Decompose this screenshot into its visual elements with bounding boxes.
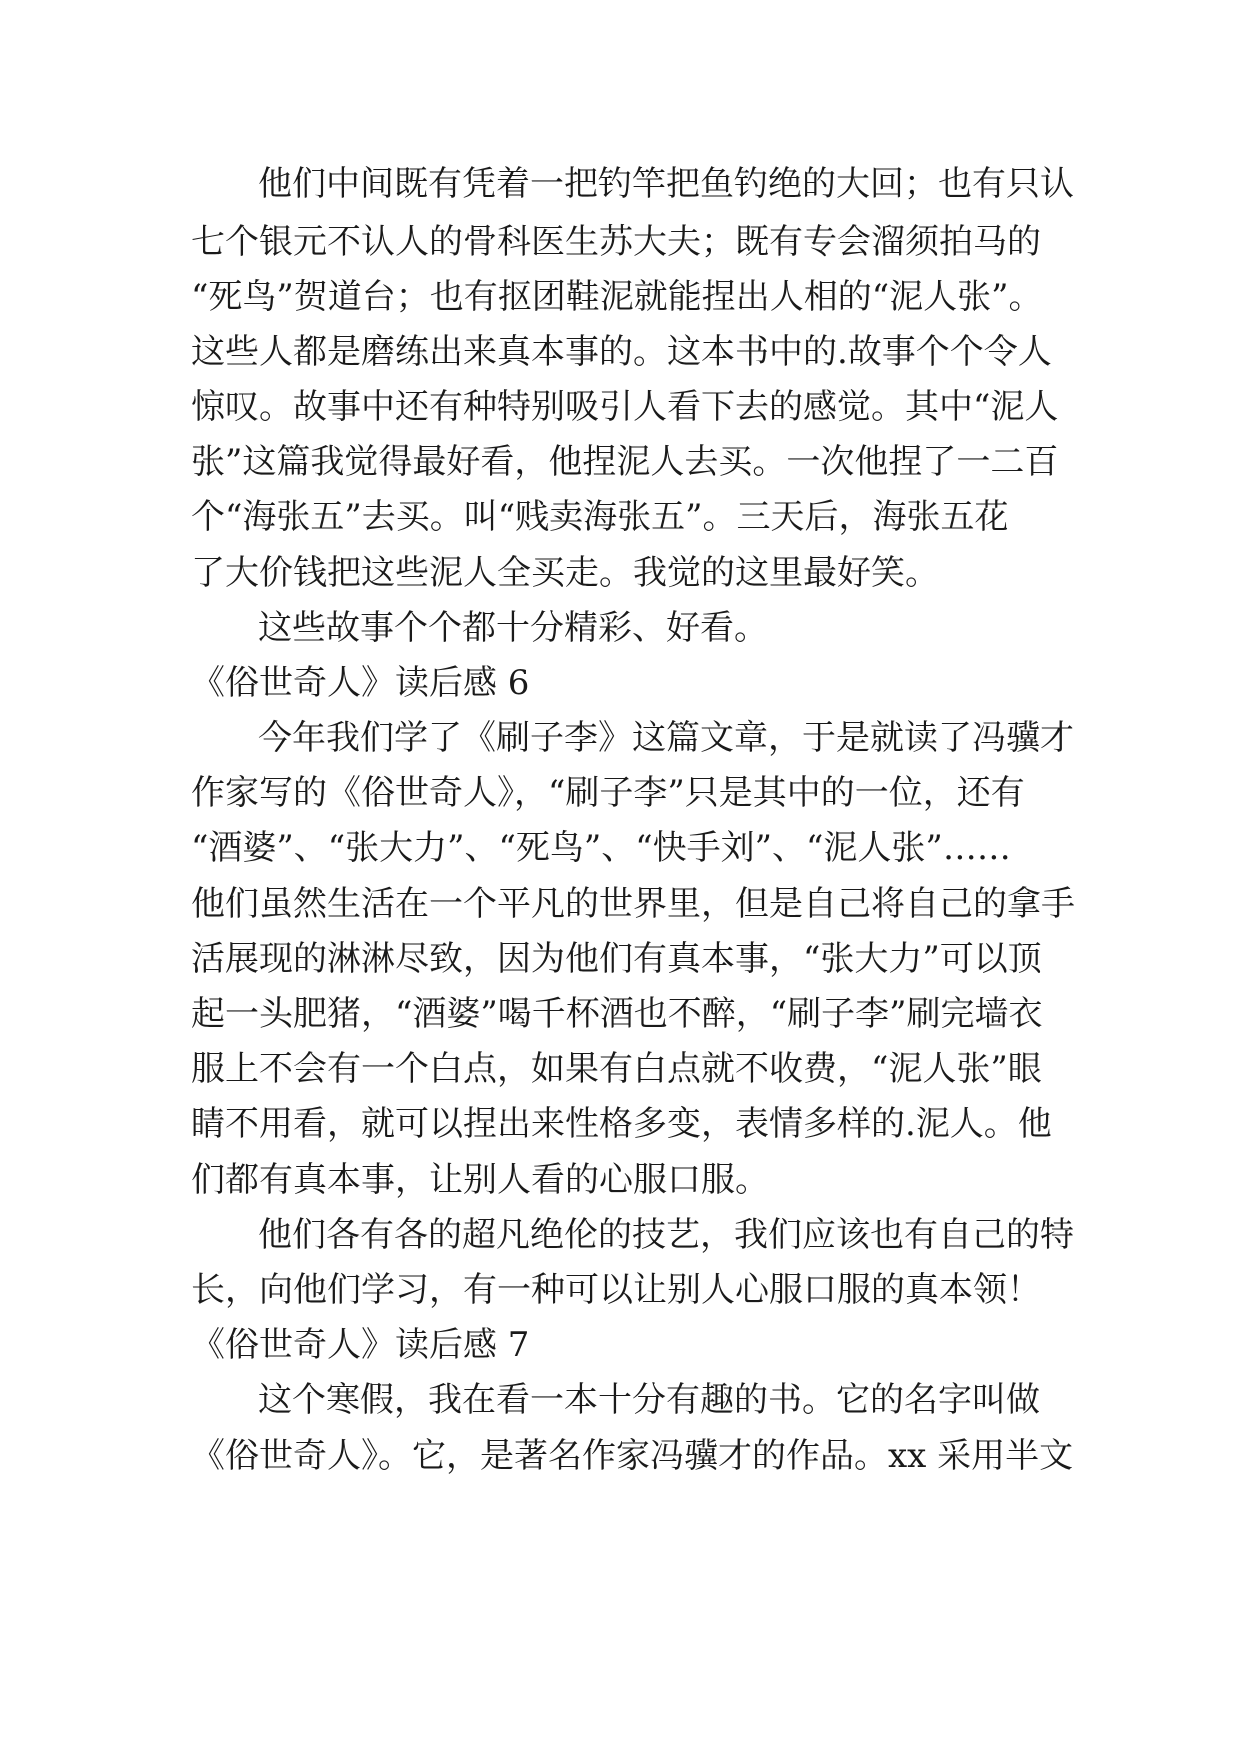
section-heading: 《俗世奇人》读后感 7 <box>191 1325 530 1365</box>
text-line: 这些人都是磨练出来真本事的。这本书中的.故事个个令人 <box>191 332 1052 372</box>
text-line: “酒婆”、“张大力”、“死鸟”、“快手刘”、“泥人张”…… <box>191 828 1011 868</box>
text-line: 服上不会有一个白点，如果有白点就不收费，“泥人张”眼 <box>191 1049 1042 1089</box>
text-line: 张”这篇我觉得最好看，他捏泥人去买。一次他捏了一二百 <box>191 442 1059 482</box>
text-line: 这些故事个个都十分精彩、好看。 <box>258 608 768 648</box>
text-line: 作家写的《俗世奇人》，“刷子李”只是其中的一位，还有 <box>191 773 1025 813</box>
text-line: 们都有真本事，让别人看的心服口服。 <box>191 1160 769 1200</box>
text-line: 个“海张五”去买。叫“贱卖海张五”。三天后，海张五花 <box>191 497 1009 537</box>
text-line: 长，向他们学习，有一种可以让别人心服口服的真本领！ <box>191 1270 1041 1310</box>
text-line: 睛不用看，就可以捏出来性格多变，表情多样的.泥人。他 <box>191 1104 1052 1144</box>
text-line: 了大价钱把这些泥人全买走。我觉的这里最好笑。 <box>191 553 939 593</box>
text-line: 《俗世奇人》。它，是著名作家冯骥才的作品。xx 采用半文 <box>191 1436 1074 1476</box>
text-line: 他们中间既有凭着一把钓竿把鱼钓绝的大回；也有只认 <box>258 164 1074 204</box>
section-heading: 《俗世奇人》读后感 6 <box>191 663 530 703</box>
text-line: 今年我们学了《刷子李》这篇文章，于是就读了冯骥才 <box>258 718 1074 758</box>
text-line: 起一头肥猪，“酒婆”喝千杯酒也不醉，“刷子李”刷完墙衣 <box>191 994 1043 1034</box>
text-line: 惊叹。故事中还有种特别吸引人看下去的感觉。其中“泥人 <box>191 387 1059 427</box>
text-line: 这个寒假，我在看一本十分有趣的书。它的名字叫做 <box>258 1380 1040 1420</box>
text-line: 他们虽然生活在一个平凡的世界里，但是自己将自己的拿手 <box>191 884 1075 924</box>
text-line: 活展现的淋淋尽致，因为他们有真本事，“张大力”可以顶 <box>191 939 1042 979</box>
text-line: “死鸟”贺道台；也有抠团鞋泥就能捏出人相的“泥人张”。 <box>191 277 1043 317</box>
text-line: 七个银元不认人的骨科医生苏大夫；既有专会溜须拍马的 <box>191 222 1041 262</box>
text-line: 他们各有各的超凡绝伦的技艺，我们应该也有自己的特 <box>258 1215 1074 1255</box>
